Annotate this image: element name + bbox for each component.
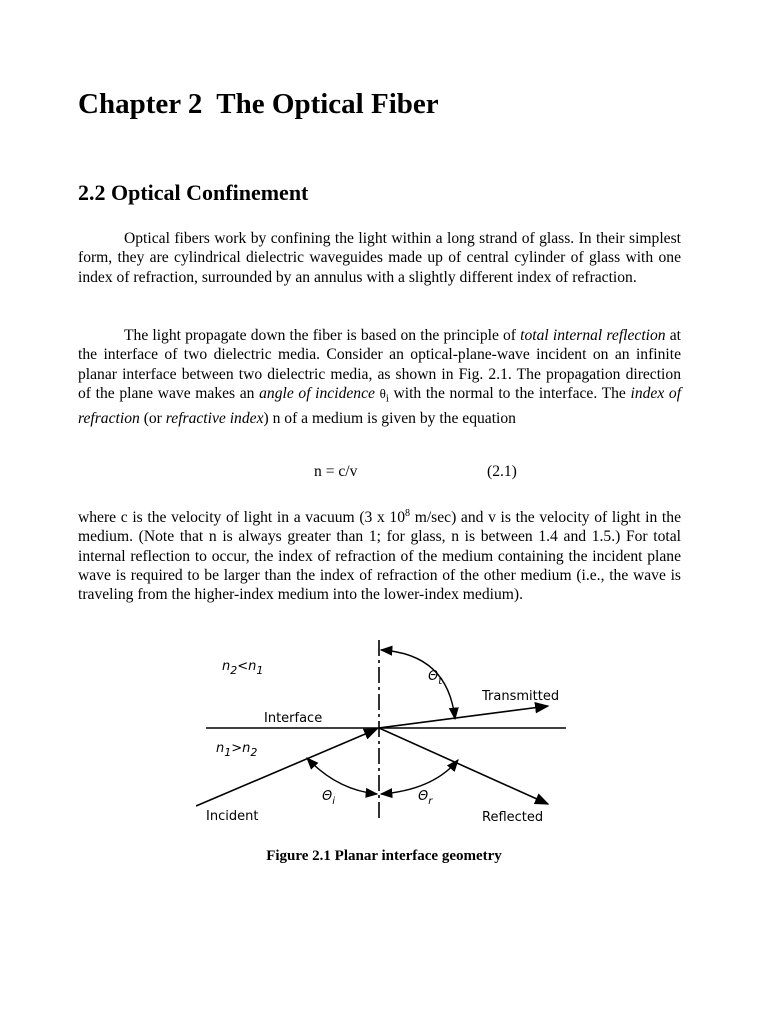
relation: >n bbox=[231, 741, 251, 756]
equation-2-1 bbox=[0, 463, 768, 483]
term-refractive-index: refractive index bbox=[165, 409, 264, 427]
transmitted-label: Transmitted bbox=[482, 689, 560, 704]
figure-caption: Figure 2.1 Planar interface geometry bbox=[266, 848, 502, 864]
interface-label: Interface bbox=[264, 711, 323, 726]
text-run: (or bbox=[139, 409, 166, 427]
equation-number: (2.1) bbox=[487, 463, 517, 480]
n-subscript: 1 bbox=[256, 664, 264, 677]
n-symbol: n bbox=[216, 741, 225, 756]
theta-r-label bbox=[418, 789, 433, 807]
term-total-internal-reflection: total internal reflection bbox=[520, 327, 666, 344]
incident-label: Incident bbox=[206, 809, 259, 824]
theta-subscript: r bbox=[428, 796, 433, 807]
theta-glyph: θ bbox=[379, 385, 386, 401]
n-subscript: 2 bbox=[230, 664, 238, 677]
text-run: with the normal to the interface. The bbox=[388, 384, 631, 402]
n2-less-n1-label bbox=[222, 659, 263, 677]
theta-i-arc bbox=[307, 758, 377, 794]
theta-symbol: Θ bbox=[322, 789, 333, 804]
n-symbol: n bbox=[222, 659, 231, 674]
equation-expression: n = c/v bbox=[314, 463, 358, 480]
reflected-ray bbox=[379, 728, 548, 804]
theta-symbol: Θ bbox=[418, 789, 429, 804]
theta-symbol: Θ bbox=[428, 669, 439, 684]
n1-greater-n2-label bbox=[216, 741, 257, 759]
paragraph-velocity bbox=[78, 504, 681, 605]
term-index-of-refraction: index of refraction bbox=[78, 384, 682, 427]
paragraph-tir bbox=[78, 326, 681, 428]
transmitted-ray bbox=[379, 706, 548, 728]
theta-t-label bbox=[428, 669, 443, 687]
reflected-label: Reflected bbox=[482, 810, 544, 825]
text-run: m/sec) and v is the velocity of light in the medium. (Note that n is always greater than 1; for glass, n is between 1.4 and 1.5.) For total internal reflection to occur, the index of refraction of the medium containing the incident plane wave is required to be larger than the index of refraction of the other medium (i.e., the wave is traveling from the higher-index medium into the lower-index medium). bbox=[78, 509, 681, 604]
text-run: ) n of a medium is given by the equation bbox=[263, 409, 516, 427]
n-subscript: 2 bbox=[250, 746, 258, 759]
theta-i-symbol bbox=[379, 385, 389, 405]
theta-i-label bbox=[322, 789, 335, 807]
theta-subscript: i bbox=[332, 796, 336, 807]
n-subscript: 1 bbox=[224, 746, 232, 759]
relation: <n bbox=[237, 659, 257, 674]
theta-subscript: t bbox=[438, 676, 443, 687]
exponent: 8 bbox=[405, 508, 411, 519]
section-title: 2.2 Optical Confinement bbox=[78, 180, 309, 205]
theta-t-arc bbox=[381, 650, 455, 719]
term-angle-of-incidence: angle of incidence bbox=[259, 384, 375, 402]
text-run: at the interface of two dielectric media. Consider an optical-plane-wave incident on an infinite planar interface between two dielectric media, as shown in Fig. 2.1. The propagation direction of the plane wave makes an bbox=[78, 327, 681, 402]
theta-subscript: i bbox=[385, 392, 389, 405]
text-run: where c is the velocity of light in a vacuum (3 x 10 bbox=[78, 509, 406, 527]
paragraph-intro: Optical fibers work by confining the light within a long strand of glass. In their simplest form, they are cylindrical dielectric waveguides made up of central cylinder of glass with one index of refraction, surrounded by an annulus with a slightly different index of refraction. bbox=[78, 230, 681, 286]
chapter-title: Chapter 2 The Optical Fiber bbox=[78, 88, 439, 120]
figure-planar-interface bbox=[196, 640, 596, 830]
text-run: The light propagate down the fiber is based on the principle of bbox=[124, 327, 521, 344]
